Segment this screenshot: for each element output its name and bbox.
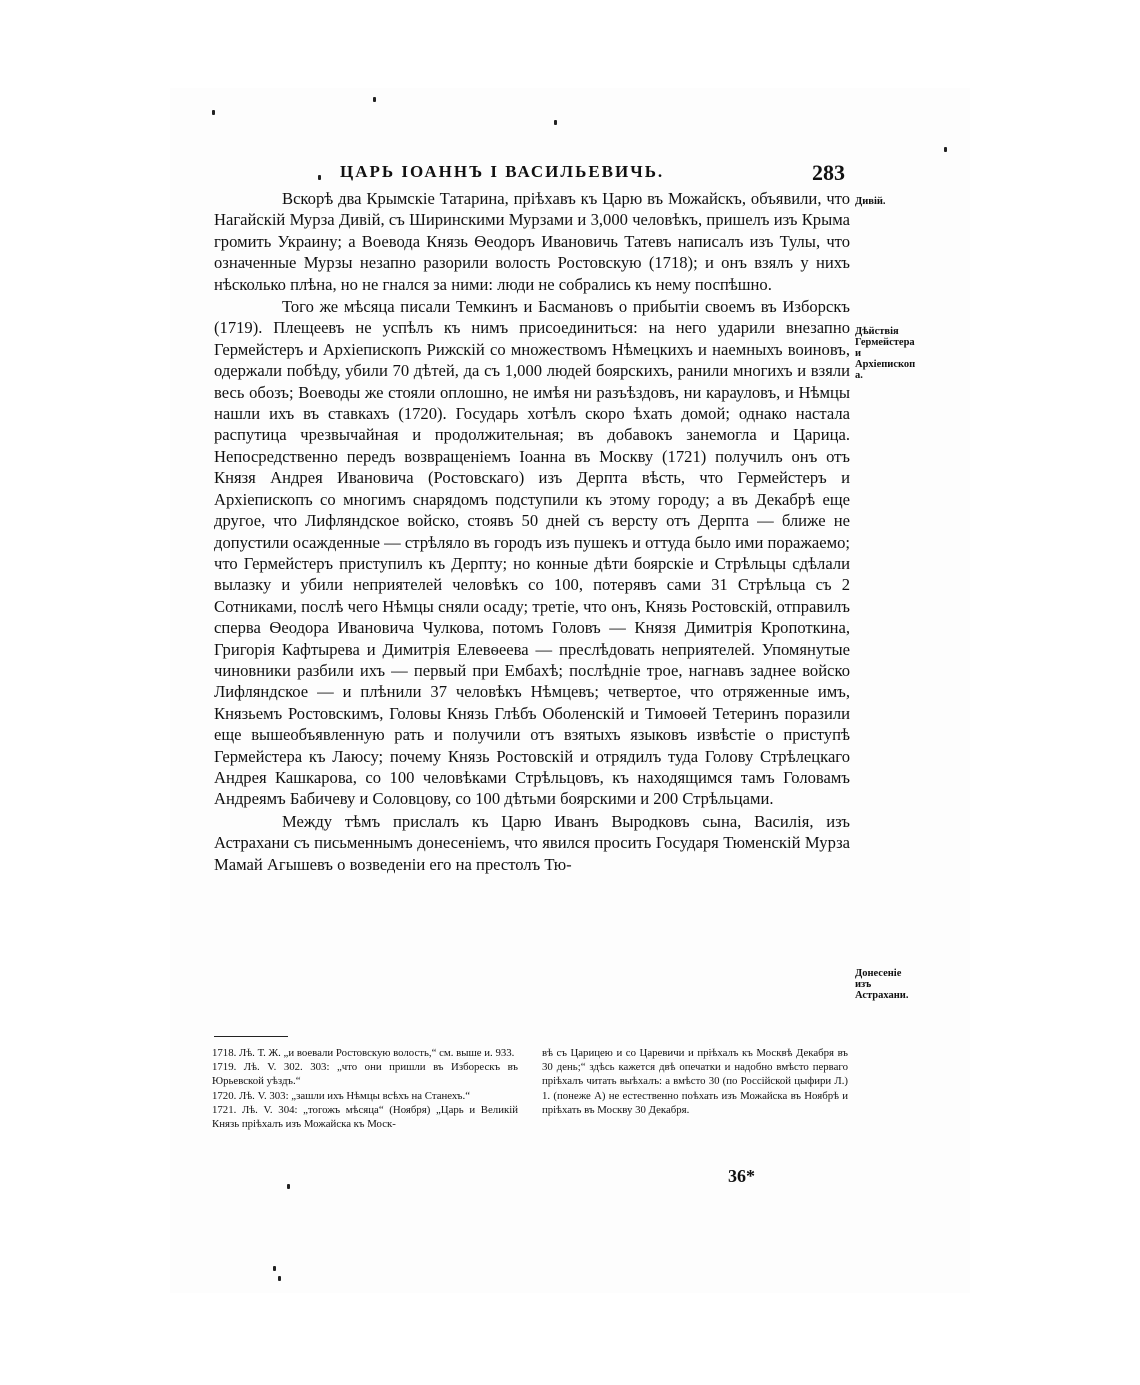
footnote: 1720. Лѣ. V. 303: „зашли ихъ Нѣмцы всѣхъ на Станехъ.“ [212,1089,470,1102]
running-head: ЦАРЬ ІОАННЪ І ВАСИЛЬЕВИЧЬ. [340,162,665,181]
page-number: 283 [812,160,845,185]
signature-mark: 36* [728,1166,755,1186]
paragraph: Вскорѣ два Крымскіе Татарина, пріѣхавъ къ Царю въ Можайскъ, объявили, что Нагайскій Мурза Дивій, съ Ширинскими Мурзами и 3,000 человѣкъ, пришелъ изъ Крыма громить Украину; а Воевода Князь Ѳеодоръ Ивановичь Татевъ написалъ изъ Тулы, что означенные Мурзы незапно разорили волость Ростовскую (1718); и онъ взялъ у нихъ нѣсколько плѣна, но не гнался за ними: люди не собрались къ нему поспѣшно. [214,189,850,294]
paragraph: Между тѣмъ прислалъ къ Царю Иванъ Выродковъ сына, Василія, изъ Астрахани съ письменнымъ донесеніемъ, что явился просить Государя Тюменскій Мурза Мамай Агышевъ о возведеніи его на престолъ Тю- [214,811,850,874]
scan-speck [554,120,557,125]
scan-speck [373,97,376,102]
margin-note: Дивій. [855,196,886,207]
margin-note: Донесеніе изъ Астрахани. [855,968,909,1001]
scan-speck [287,1184,290,1189]
footnote-column-left [212,1046,518,1131]
footnote-continuation: вѣ съ Царицею и со Царевичи и пріѣхалъ къ Москвѣ Декабря въ 30 день;“ здѣсь кажется двѣ опечатки и надобно вмѣсто перваго пріѣхалъ читать выѣхалъ: а вмѣсто 30 (по Россійской цыфири Л.) 1. (понеже А) не естественно поѣхать изъ Можайска въ Ноябрѣ и пріѣхать въ Москву 30 Декабря. [542,1047,848,1116]
scan-speck [944,147,947,152]
footnote-column-right [542,1046,848,1131]
margin-note: Дѣйствія Гермейстера и Архіепископа. [855,326,916,381]
scan-speck [273,1266,276,1271]
footnote: 1719. Лѣ. V. 302. 303: „что они пришли въ Изборескъ въ Юрьевской уѣздъ.“ [212,1061,518,1088]
scan-speck [278,1276,281,1281]
paragraph: Того же мѣсяца писали Темкинъ и Басмановъ о прибытіи своемъ въ Изборскъ (1719). Плещеевъ не успѣлъ къ нимъ присоединиться: на него ударили внезапно Гермейстеръ и Архіепископъ Рижскій со множествомъ Нѣмецкихъ и наемныхъ воиновъ, одержали побѣду, убили 70 дѣтей, да съ 1,000 людей боярскихъ, ранили многихъ и взяли весь обозъ; Воеводы же стояли оплошно, не имѣя ни разъѣздовъ, ни карауловъ, и Нѣмцы нашли ихъ въ ставкахъ (1720). Государь хотѣлъ скоро ѣхать домой; однако настала распутица чрезвычайная и продолжительная; въ добавокъ занемогла и Царица. Непосредственно передъ возвращеніемъ Іоанна въ Москву (1721) получилъ онъ отъ Князя Андрея Ивановича (Ростовскаго) изъ Дерпта вѣсть, что Гермейстеръ и Архіепископъ со многимъ снарядомъ подступили къ этому городу; а въ Декабрѣ еще другое, что Лифляндское войско, стоявъ 50 дней съ версту отъ Дерпта — ближе не допустили осажденные — стрѣляло въ городъ изъ пушекъ и оттуда было ими поражаемо; что Гермейстеръ приступилъ къ Дерпту; но конные дѣти боярскіе и Стрѣльцы сдѣлали вылазку и убили неприятелей человѣкъ со 100, потерявъ сами 31 Стрѣльца съ 2 Сотниками, послѣ чего Нѣмцы сняли осаду; третіе, что онъ, Князь Ростовскій, отправилъ сперва Ѳеодора Ивановича Чулкова, потомъ Головъ — Князя Димитрія Кропоткина, Григорія Кафтырева и Димитрія Елевѳеева — преслѣдовать неприятелей. Упомянутые чиновники разбили ихъ — первый при Ембахѣ; послѣдніе трое, нагнавъ заднее войско Лифляндское — и плѣнили 37 человѣкъ Нѣмцевъ; четвертое, что отряженные имъ, Князьемъ Ростовскимъ, Головы Князь Глѣбъ Оболенскій и Тимоѳей Тетеринъ поразили еще вышеобъявленную рать и получили отъ взятыхъ языковъ извѣстіе о приступѣ Гермейстера къ Лаюсу; почему Князь Ростовскій и отрядилъ туда Голову Стрѣлецкаго Андрея Кашкарова, со 100 человѣками Стрѣльцовъ, къ находящимся тамъ Головамъ Андреямъ Бабичеву и Соловцову, со 100 дѣтьми боярскими и 200 Стрѣльцами. [214,297,850,809]
footnote: 1718. Лѣ. Т. Ж. „и воевали Ростовскую волость,“ см. выше и. 933. [212,1047,515,1059]
scan-speck [318,175,321,180]
scan-speck [212,110,215,115]
body-text [214,188,850,875]
footnote: 1721. Лѣ. V. 304: „тогожъ мѣсяца“ (Ноября) „Царь и Великій Князь пріѣхалъ изъ Можайска къ Моск- [212,1103,518,1131]
footnote-rule [214,1036,288,1037]
footnotes [212,1046,848,1131]
